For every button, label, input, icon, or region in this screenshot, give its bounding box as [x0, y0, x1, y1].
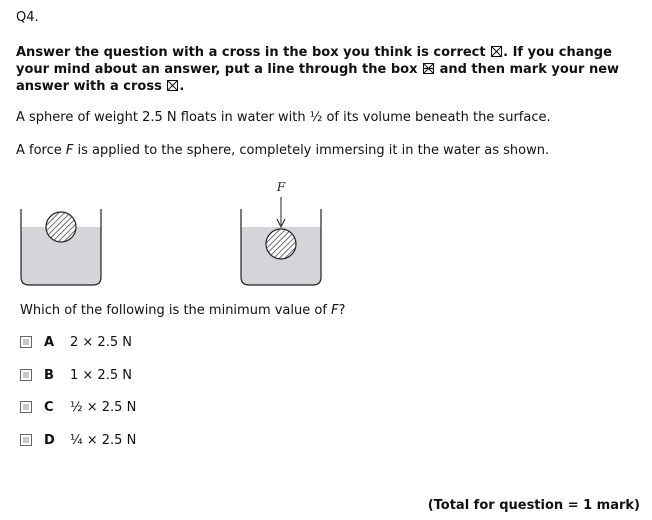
option-c-text: ½ × 2.5 N	[70, 399, 137, 415]
option-d[interactable]	[20, 432, 136, 448]
option-d-checkbox[interactable]	[20, 434, 32, 446]
option-c-checkbox[interactable]	[20, 401, 32, 413]
option-d-text: ¼ × 2.5 N	[70, 432, 137, 448]
option-b-text: 1 × 2.5 N	[70, 367, 132, 383]
option-d-letter: D	[44, 432, 55, 448]
crossed-box-icon	[167, 80, 178, 91]
answer-instructions	[16, 44, 644, 95]
total-marks: (Total for question = 1 mark)	[427, 498, 640, 513]
sphere-immersed	[266, 229, 296, 259]
option-a-letter: A	[44, 334, 55, 350]
option-c[interactable]	[20, 399, 136, 415]
question-prompt	[20, 303, 345, 318]
prompt-variable: F	[331, 303, 339, 318]
option-c-letter: C	[44, 399, 54, 415]
prompt-before: Which of the following is the minimum value of	[20, 303, 332, 318]
force-label: F	[276, 180, 286, 194]
struck-box-icon	[423, 63, 434, 74]
instructions-part3: and then mark your new answer with a cross	[16, 62, 620, 94]
stem-line-2-before: A force	[16, 143, 66, 158]
immersed-sphere-beaker	[241, 180, 321, 285]
option-b-checkbox[interactable]	[20, 369, 32, 381]
sphere-floating	[46, 212, 76, 242]
instructions-part1: Answer the question with a cross in the box you think is correct	[16, 45, 486, 60]
stem-line-1: A sphere of weight 2.5 N floats in water with ½ of its volume beneath the surface.	[16, 110, 551, 125]
option-a[interactable]	[20, 334, 132, 350]
question-number: Q4.	[16, 10, 39, 25]
beaker-diagram	[0, 175, 340, 295]
option-b-letter: B	[44, 367, 54, 383]
floating-sphere-beaker	[21, 209, 101, 285]
stem-line-2	[16, 143, 549, 158]
instructions-part4: .	[179, 79, 185, 94]
crossed-box-icon	[491, 46, 502, 57]
option-b[interactable]	[20, 367, 132, 383]
stem-line-2-after: is applied to the sphere, completely immersing it in the water as shown.	[73, 143, 550, 158]
instructions-part2: . If you change your mind about an answer, put a line through the box	[16, 45, 612, 77]
option-a-text: 2 × 2.5 N	[70, 334, 132, 350]
option-a-checkbox[interactable]	[20, 336, 32, 348]
prompt-after: ?	[338, 303, 346, 318]
force-variable: F	[65, 143, 74, 158]
